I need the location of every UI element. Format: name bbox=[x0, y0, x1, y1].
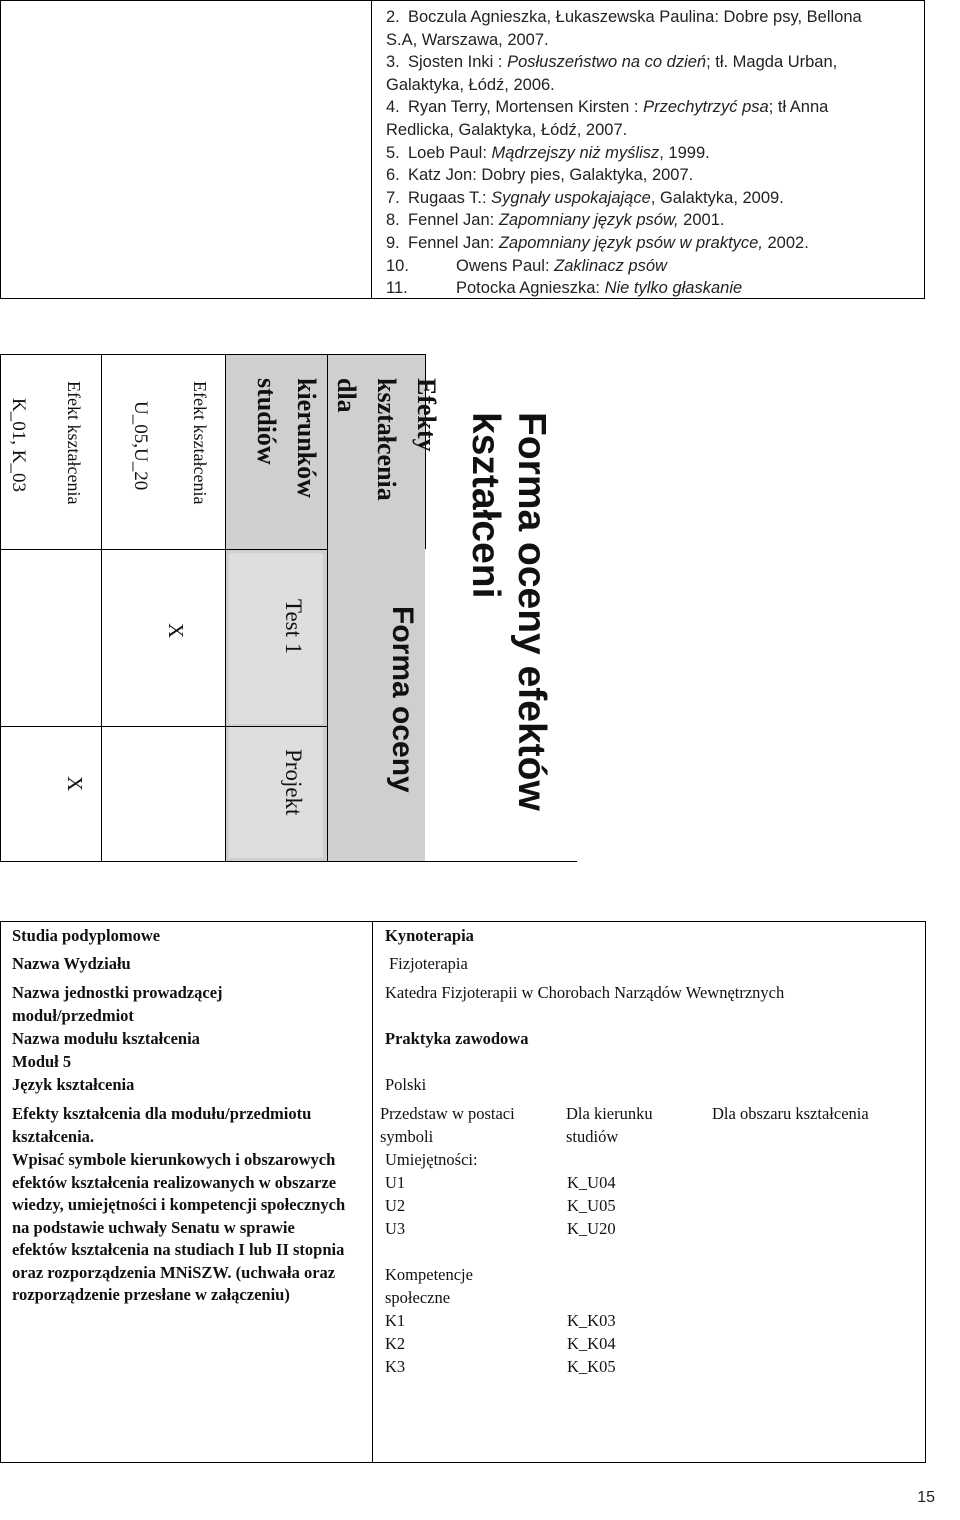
row-test-mark: X bbox=[164, 623, 188, 639]
test-header-cell bbox=[229, 553, 323, 724]
row-projekt-mark: X bbox=[63, 776, 87, 792]
table-divider bbox=[371, 0, 372, 299]
entry-text: Przechytrzyć psa bbox=[643, 98, 769, 117]
bibliography-entry bbox=[386, 255, 916, 278]
entry-text: Katz Jon: Dobry pies, Galaktyka, 2007. bbox=[408, 166, 694, 185]
symbol-u1: U1 bbox=[385, 1173, 406, 1192]
kompetencje-heading: Kompetencje społeczne bbox=[385, 1265, 473, 1307]
entry-text: Boczula Agnieszka, Łukaszewska Paulina: Dobre psy, Bellona bbox=[408, 8, 862, 26]
entry-text: Rugaas T.: bbox=[408, 188, 492, 207]
entry-number: 8. bbox=[386, 211, 400, 230]
entry-text: , Galaktyka, 2009. bbox=[650, 188, 784, 207]
entry-text: Owens Paul: bbox=[456, 256, 555, 275]
bibliography-entry bbox=[386, 6, 916, 29]
bibliography-list bbox=[386, 6, 916, 300]
bibliography-entry bbox=[386, 96, 916, 119]
bibliography-entry bbox=[386, 232, 916, 255]
form-subheader: Forma oceny bbox=[386, 606, 419, 793]
col-symbols: Przedstaw w postaci symboli bbox=[380, 1104, 515, 1146]
grid-line bbox=[0, 861, 577, 862]
assessment-title-line2: kształceni bbox=[464, 412, 507, 599]
col-projekt: Projekt bbox=[281, 749, 306, 816]
entry-text: Zapomniany język psów w praktyce, bbox=[498, 233, 763, 252]
kierunek-k3: K_K05 bbox=[567, 1357, 616, 1376]
efekty-label: Efekty kształcenia dla modułu/przedmiotu kształcenia. bbox=[12, 1104, 312, 1146]
entry-text: Loeb Paul: bbox=[408, 143, 492, 162]
symbol-u2: U2 bbox=[385, 1196, 406, 1215]
row-label: Efekt kształcenia bbox=[190, 381, 210, 505]
entry-text: , 1999. bbox=[659, 143, 710, 162]
efekty-header-line: kierunków bbox=[292, 378, 321, 498]
jednostka-label: Nazwa jednostki prowadzącej moduł/przedmiot bbox=[12, 983, 223, 1025]
entry-number: 2. bbox=[386, 8, 400, 26]
entry-continuation: Galaktyka, Łódź, 2006. bbox=[386, 75, 555, 94]
jezyk-label: Język kształcenia bbox=[12, 1075, 135, 1094]
entry-number: 3. bbox=[386, 53, 400, 72]
modul-value: Praktyka zawodowa bbox=[385, 1029, 529, 1048]
bibliography-entry bbox=[386, 187, 916, 210]
studia-label: Studia podyplomowe bbox=[12, 926, 161, 945]
modul-label: Nazwa modułu kształcenia bbox=[12, 1029, 200, 1048]
grid-line bbox=[225, 354, 226, 862]
jezyk-value: Polski bbox=[385, 1075, 427, 1094]
efekty-header-line: Efekty bbox=[412, 378, 441, 452]
entry-number: 9. bbox=[386, 233, 400, 252]
row-codes: K_01, K_03 bbox=[8, 398, 29, 492]
efekty-header-line: studiów bbox=[252, 378, 281, 465]
wydzial-label: Nazwa Wydziału bbox=[12, 954, 131, 973]
kierunek-u3: K_U20 bbox=[567, 1219, 616, 1238]
entry-text: Mądrzejszy niż myślisz bbox=[491, 143, 660, 162]
entry-continuation: Redlicka, Galaktyka, Łódź, 2007. bbox=[386, 120, 628, 139]
kierunek-u1: K_U04 bbox=[567, 1173, 616, 1192]
bibliography-entry bbox=[386, 51, 916, 74]
efekty-header-line: dla bbox=[332, 378, 361, 413]
entry-continuation: S.A, Warszawa, 2007. bbox=[386, 30, 549, 49]
bibliography-entry bbox=[386, 209, 916, 232]
symbol-k3: K3 bbox=[385, 1357, 406, 1376]
row-codes: U_05,U_20 bbox=[130, 401, 151, 491]
bibliography-entry bbox=[386, 277, 916, 300]
entry-text: Nie tylko głaskanie bbox=[604, 279, 743, 298]
entry-text: Sygnały uspokajające bbox=[491, 188, 651, 207]
entry-text: Fennel Jan: bbox=[408, 233, 499, 252]
entry-text: Zapomniany język psów, bbox=[498, 211, 679, 230]
jednostka-value: Katedra Fizjoterapii w Chorobach Narządów Wewnętrznych bbox=[385, 983, 785, 1002]
grid-line bbox=[0, 354, 425, 355]
entry-text: Zaklinacz psów bbox=[554, 256, 667, 275]
umiejetnosci-heading: Umiejętności: bbox=[385, 1150, 478, 1169]
entry-number: 4. bbox=[386, 98, 400, 117]
assessment-table bbox=[0, 354, 577, 862]
kierunek-u2: K_U05 bbox=[567, 1196, 616, 1215]
entry-text: Sjosten Inki : bbox=[408, 53, 508, 72]
entry-text: ; tł. Magda Urban, bbox=[706, 53, 838, 72]
grid-line bbox=[0, 549, 327, 550]
table-divider bbox=[372, 922, 373, 1462]
col-kierunku: Dla kierunku studiów bbox=[566, 1104, 653, 1146]
entry-number: 7. bbox=[386, 188, 400, 207]
entry-number: 5. bbox=[386, 143, 400, 162]
entry-number: 10. bbox=[386, 256, 409, 275]
projekt-header-cell bbox=[229, 727, 323, 858]
col-test: Test 1 bbox=[281, 599, 306, 655]
entry-text: Fennel Jan: bbox=[408, 211, 499, 230]
kierunek-k2: K_K04 bbox=[567, 1334, 616, 1353]
grid-line bbox=[101, 354, 102, 862]
bibliography-entry bbox=[386, 142, 916, 165]
assessment-title: Forma oceny efektów bbox=[510, 412, 553, 811]
symbol-u3: U3 bbox=[385, 1219, 406, 1238]
grid-line bbox=[0, 354, 1, 862]
row-label: Efekt kształcenia bbox=[64, 381, 84, 505]
studia-value: Kynoterapia bbox=[385, 926, 474, 945]
kierunek-k1: K_K03 bbox=[567, 1311, 616, 1330]
entry-text: 2002. bbox=[762, 233, 809, 252]
bibliography-entry bbox=[386, 164, 916, 187]
entry-text: 2001. bbox=[678, 211, 725, 230]
modul-number: Moduł 5 bbox=[12, 1052, 72, 1071]
entry-text: Posłuszeństwo na co dzień bbox=[507, 53, 707, 72]
efekty-header bbox=[246, 378, 446, 501]
col-obszaru: Dla obszaru kształcenia bbox=[712, 1104, 869, 1123]
grid-line bbox=[0, 726, 327, 727]
page-number: 15 bbox=[917, 1489, 935, 1506]
entry-text: Ryan Terry, Mortensen Kirsten : bbox=[408, 98, 644, 117]
wydzial-value: Fizjoterapia bbox=[389, 954, 468, 973]
efekty-instructions: Wpisać symbole kierunkowych i obszarowych efektów kształcenia realizowanych w obszarze wiedzy, umiejętności i kompetencji społecznych na podstawie uchwały Senatu w sprawie efektów kształcenia na studiach I lub II stopnia oraz rozporządzenia MNiSZW. (uchwała oraz rozporządzenie przesłane w załączeniu) bbox=[12, 1150, 346, 1304]
entry-text: Potocka Agnieszka: bbox=[456, 279, 605, 298]
symbol-k1: K1 bbox=[385, 1311, 406, 1330]
entry-number: 11. bbox=[386, 279, 408, 298]
entry-number: 6. bbox=[386, 166, 400, 185]
symbol-k2: K2 bbox=[385, 1334, 406, 1353]
efekty-header-line: kształcenia bbox=[372, 378, 401, 501]
module-info-table bbox=[0, 921, 926, 1463]
entry-text: ; tł Anna bbox=[768, 98, 829, 117]
